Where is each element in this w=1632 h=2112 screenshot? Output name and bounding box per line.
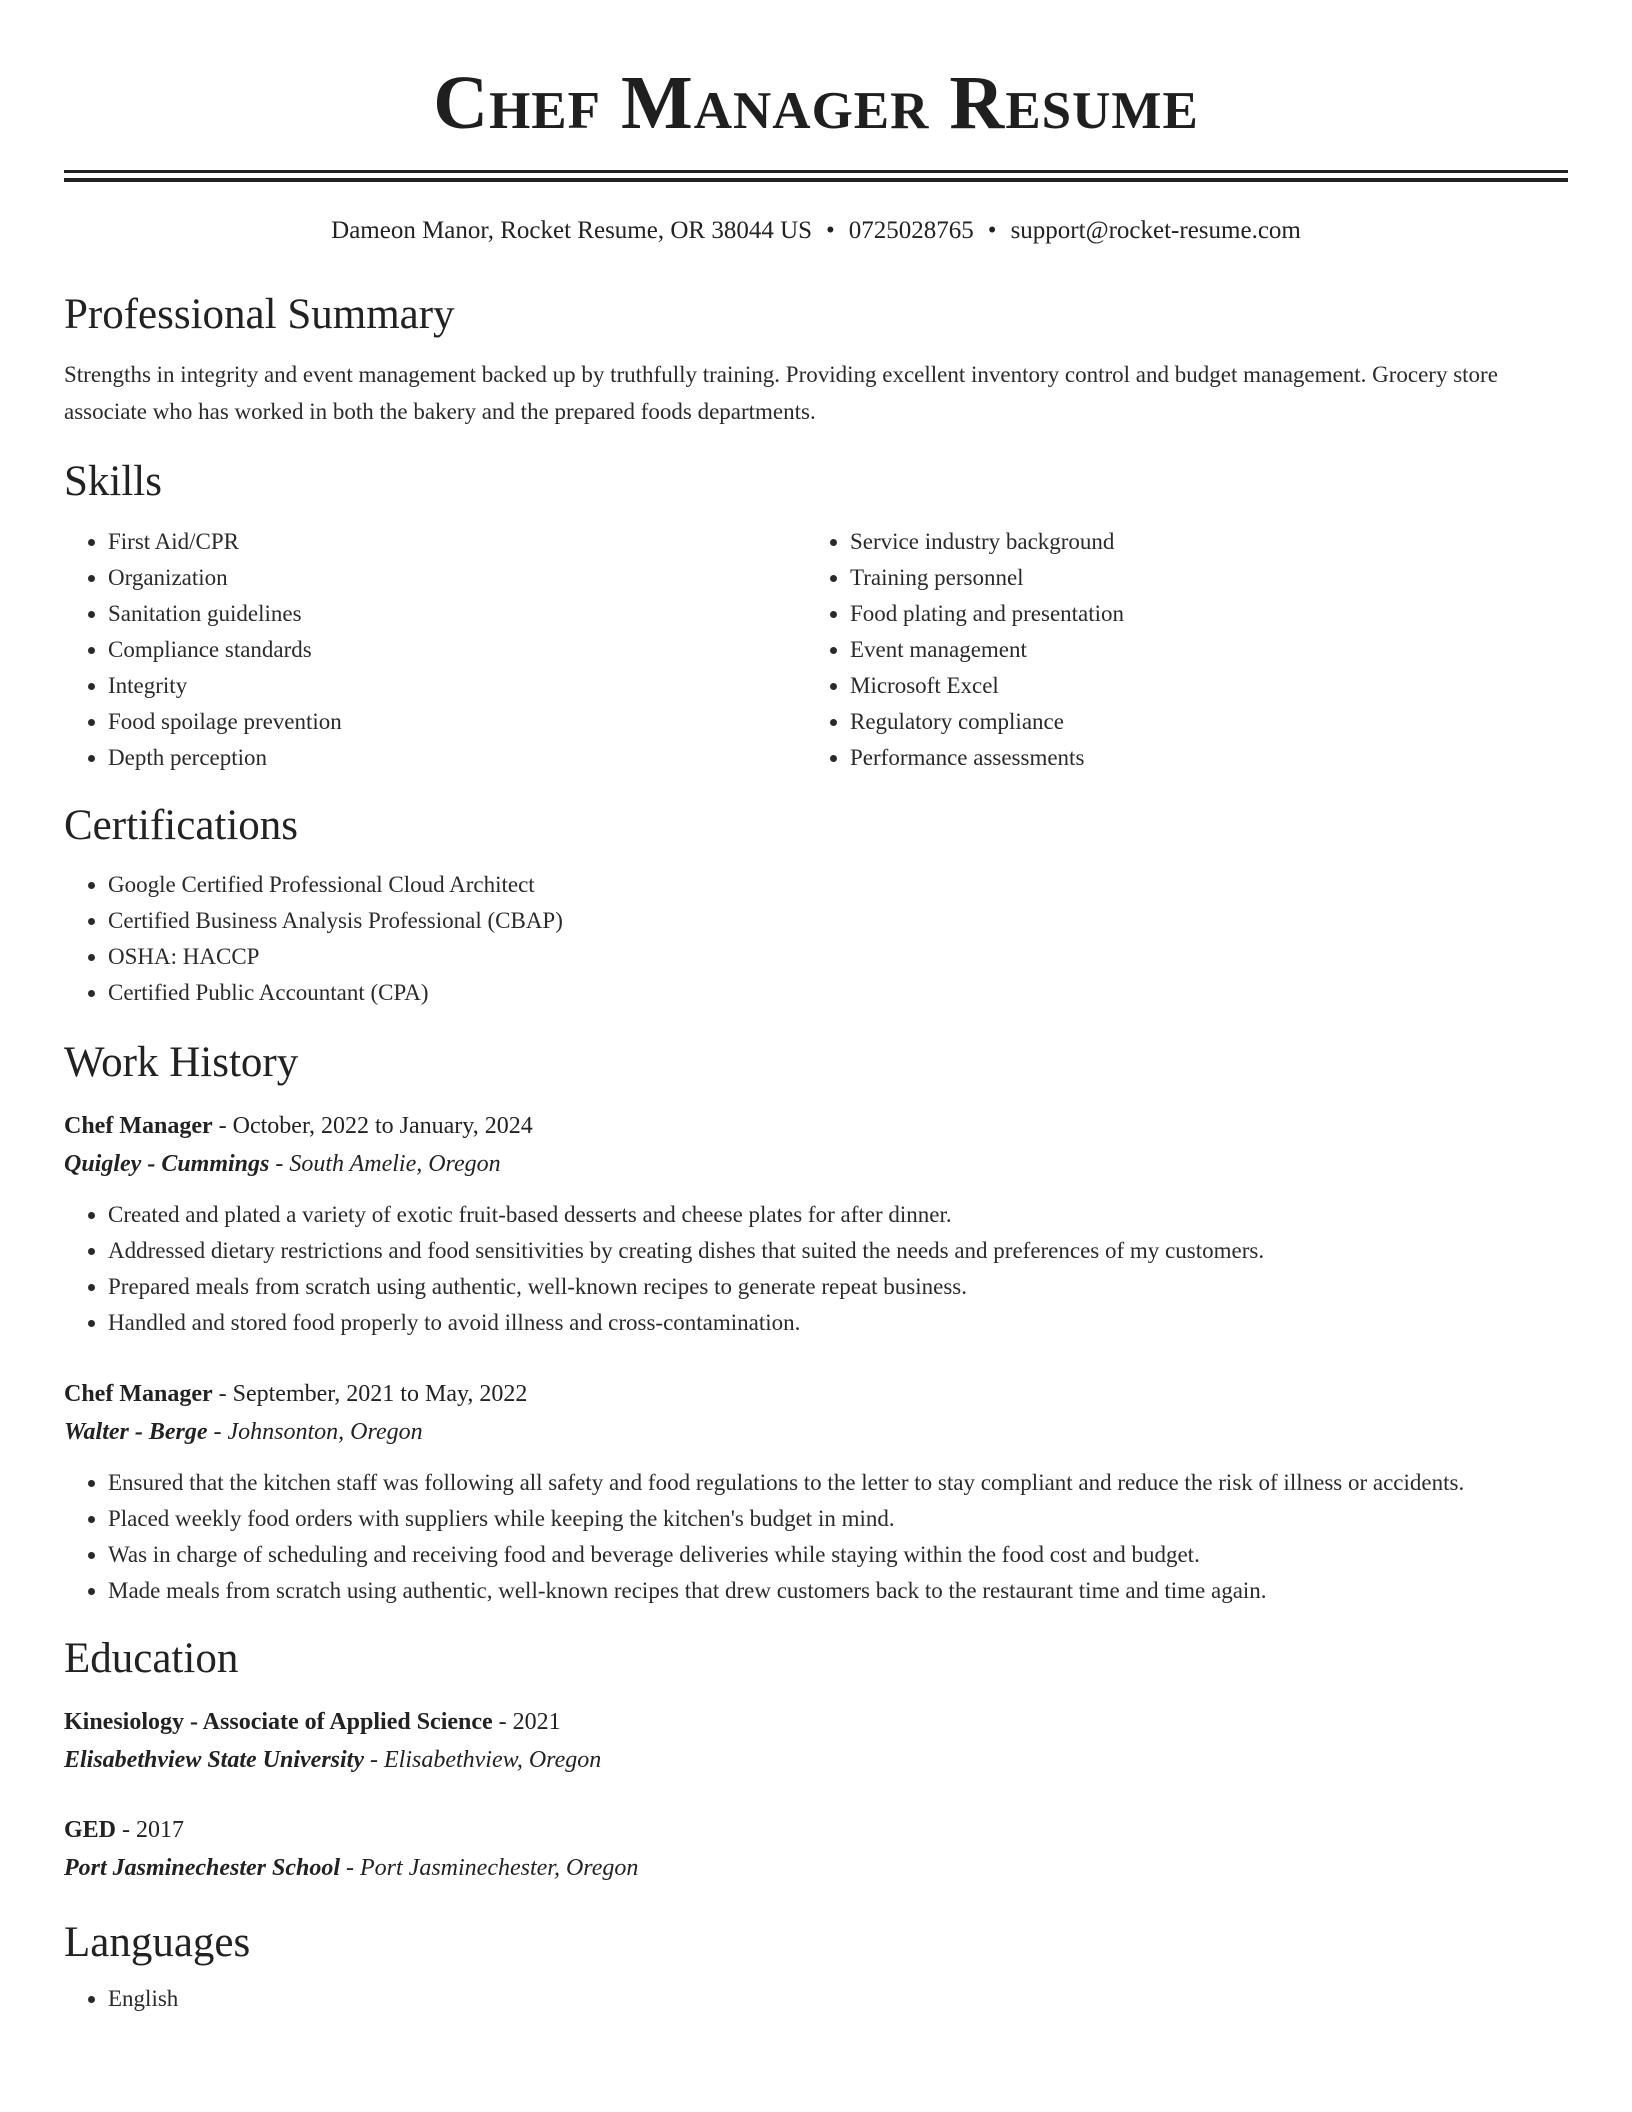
education-school: Elisabethview State University (64, 1747, 364, 1773)
education-school: Port Jasminechester School (64, 1855, 341, 1881)
job-bullet: • Handled and stored food properly to avoid illness and cross-contamination. (108, 1305, 1568, 1341)
title-double-rule (64, 170, 1568, 182)
skill-item: • Integrity (108, 668, 806, 704)
work-history-heading: Work History (64, 1039, 299, 1086)
job-bullets (64, 1465, 1568, 1609)
certification-item: • OSHA: HACCP (108, 939, 1568, 975)
education-header (64, 1811, 1568, 1849)
job-bullet: • Prepared meals from scratch using authentic, well-known recipes to generate repeat business. (108, 1269, 1568, 1305)
job-location: - Johnsonton, Oregon (207, 1419, 423, 1445)
job-bullet: • Addressed dietary restrictions and food sensitivities by creating dishes that suited the needs and preferences of my customers. (108, 1233, 1568, 1269)
contact-separator: • (987, 217, 997, 244)
skills-left-column (64, 524, 806, 776)
education-school-line (64, 1741, 1568, 1779)
job-bullets (64, 1197, 1568, 1341)
skill-item: • Organization (108, 560, 806, 596)
job-bullet: • Created and plated a variety of exotic fruit-based desserts and cheese plates for after dinner. (108, 1197, 1568, 1233)
job-title: Chef Manager (64, 1113, 213, 1139)
job-company: Walter - Berge (64, 1419, 208, 1445)
languages-list (64, 1981, 1568, 2017)
education-year: - 2017 (116, 1817, 185, 1843)
contact-phone: 0725028765 (848, 217, 974, 244)
education-location: - Elisabethview, Oregon (364, 1747, 602, 1773)
education-year: - 2021 (492, 1709, 561, 1735)
education-degree: Kinesiology - Associate of Applied Science (64, 1709, 493, 1735)
certifications-heading: Certifications (64, 802, 299, 849)
job-company-line (64, 1413, 1568, 1451)
skill-item: • Food spoilage prevention (108, 704, 806, 740)
contact-email: support@rocket-resume.com (1010, 217, 1301, 244)
education-heading: Education (64, 1635, 239, 1682)
skills-list-right (806, 524, 1548, 776)
education-school-line (64, 1849, 1568, 1887)
skills-right-column (806, 524, 1548, 776)
skill-item: • Regulatory compliance (850, 704, 1548, 740)
language-item: • English (108, 1981, 1568, 2017)
contact-address: Dameon Manor, Rocket Resume, OR 38044 US (331, 217, 813, 244)
job-header (64, 1375, 1568, 1413)
education-location: - Port Jasminechester, Oregon (340, 1855, 639, 1881)
certifications-list (64, 867, 1568, 1011)
job-company-line (64, 1145, 1568, 1183)
job-bullet: • Placed weekly food orders with suppliers while keeping the kitchen's budget in mind. (108, 1501, 1568, 1537)
skill-item: • Sanitation guidelines (108, 596, 806, 632)
languages-heading: Languages (64, 1919, 251, 1966)
skills-list-left (64, 524, 806, 776)
skill-item: • Microsoft Excel (850, 668, 1548, 704)
skill-item: • Training personnel (850, 560, 1548, 596)
job-company: Quigley - Cummings (64, 1151, 270, 1177)
skill-item: • Compliance standards (108, 632, 806, 668)
summary-text: Strengths in integrity and event management backed up by truthfully training. Providing excellent inventory control and budget management. Grocery store associate who has worked in both the bakery and the prepared foods departments. (64, 362, 1498, 424)
education-degree: GED (64, 1817, 117, 1843)
certification-item: • Certified Business Analysis Professional (CBAP) (108, 903, 1568, 939)
certification-item: • Certified Public Accountant (CPA) (108, 975, 1568, 1011)
job-dates: - October, 2022 to January, 2024 (212, 1113, 533, 1139)
skills-heading: Skills (64, 458, 162, 505)
skill-item: • Event management (850, 632, 1548, 668)
job-title: Chef Manager (64, 1381, 213, 1407)
summary-heading: Professional Summary (64, 291, 455, 338)
job-bullet: • Was in charge of scheduling and receiving food and beverage deliveries while staying within the food cost and budget. (108, 1537, 1568, 1573)
skills-columns (64, 524, 1568, 776)
contact-line (64, 215, 1568, 247)
job-dates: - September, 2021 to May, 2022 (212, 1381, 528, 1407)
skill-item: • Food plating and presentation (850, 596, 1548, 632)
job-location: - South Amelie, Oregon (269, 1151, 501, 1177)
skill-item: • Depth perception (108, 740, 806, 776)
skill-item: • First Aid/CPR (108, 524, 806, 560)
job-header (64, 1107, 1568, 1145)
skill-item: • Performance assessments (850, 740, 1548, 776)
skill-item: • Service industry background (850, 524, 1548, 560)
job-bullet: • Made meals from scratch using authentic, well-known recipes that drew customers back to the restaurant time and time again. (108, 1573, 1568, 1609)
contact-separator: • (826, 217, 835, 244)
education-header (64, 1703, 1568, 1741)
job-bullet: • Ensured that the kitchen staff was following all safety and food regulations to the letter to stay compliant and reduce the risk of illness or accidents. (108, 1465, 1568, 1501)
certification-item: • Google Certified Professional Cloud Architect (108, 867, 1568, 903)
resume-title: Chef Manager Resume (433, 61, 1199, 145)
